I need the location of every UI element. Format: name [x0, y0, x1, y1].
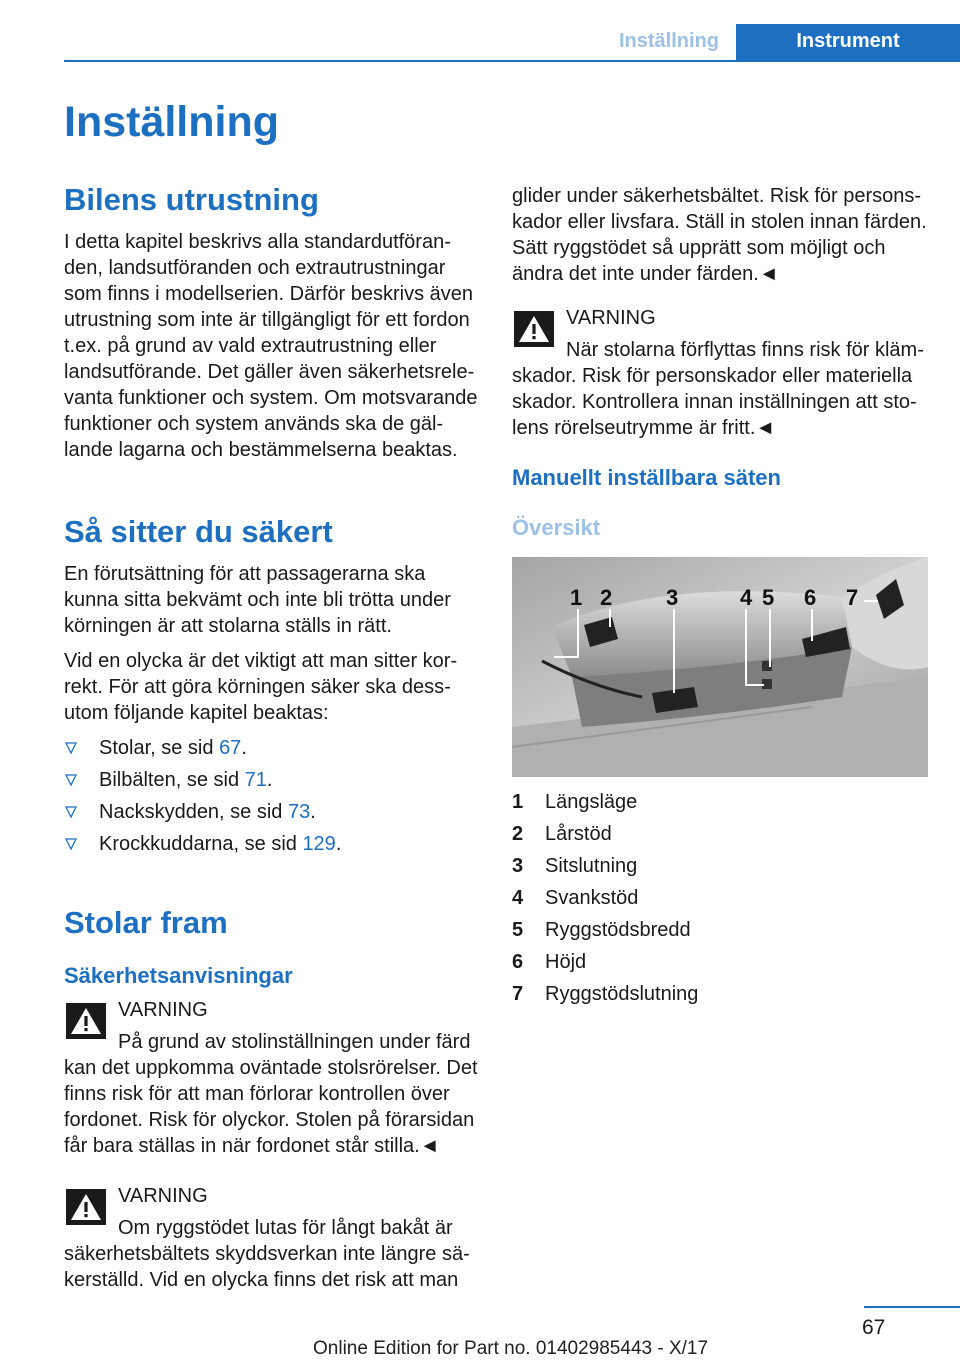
legend-number: 7: [512, 983, 524, 1005]
legend-number: 4: [512, 887, 524, 909]
legend-label: Längsläge: [545, 791, 638, 813]
legend-label: Ryggstödslutning: [545, 983, 699, 1005]
header-rule: [64, 60, 960, 62]
right-column: [512, 183, 930, 1013]
sit-safely-heading: Så sitter du säkert: [64, 514, 333, 549]
callout-7: 7: [846, 585, 859, 610]
list-item-text: Krockkuddarna, se sid: [99, 833, 303, 855]
warning-block: [512, 305, 930, 441]
section-tab[interactable]: Inställning: [619, 29, 719, 52]
page-link[interactable]: 67: [219, 737, 242, 759]
warning-label: VARNING: [566, 307, 656, 329]
warning-block: [64, 1183, 480, 1293]
list-item-text: Stolar, se sid: [99, 737, 220, 759]
list-item-text: Bilbälten, se sid: [99, 769, 245, 791]
warning-triangle-icon: [66, 1003, 106, 1039]
chapter-tab[interactable]: Instrument: [736, 24, 960, 62]
warning-label: VARNING: [118, 1185, 208, 1207]
front-seats-heading: Stolar fram: [64, 905, 228, 940]
legend-row: [512, 885, 930, 917]
page-title: Inställning: [64, 98, 279, 146]
legend-number: 5: [512, 919, 524, 941]
seat-adjustment-figure: [512, 557, 928, 777]
warning-continuation: glider under säkerhetsbältet. Risk för personskador eller livsfara. Ställ in stolen innan färden. Sätt ryggstödet så upprätt som möjligt och ändra det inte under färden.◄: [512, 185, 927, 285]
legend-label: Ryggstödsbredd: [545, 919, 691, 941]
warning-triangle-icon: [514, 311, 554, 347]
list-item-period: .: [241, 737, 247, 759]
list-item: [64, 798, 480, 830]
legend-label: Höjd: [545, 951, 587, 973]
legend-row: [512, 853, 930, 885]
legend-row: [512, 949, 930, 981]
legend-label: Svankstöd: [545, 887, 639, 909]
page-number: 67: [862, 1316, 886, 1339]
callout-6: 6: [804, 585, 817, 610]
overview-heading: Översikt: [512, 515, 601, 540]
callout-legend: [512, 789, 930, 1013]
sit-safely-para1: En förutsättning för att passagerarna ska kunna sitta bekvämt och inte bli trötta under körningen är att stolarna ställs in rätt.: [64, 563, 451, 637]
legend-label: Sitslutning: [545, 855, 638, 877]
legend-row: [512, 981, 930, 1013]
triangle-bullet-icon: [65, 774, 77, 786]
legend-label: Lårstöd: [545, 823, 612, 845]
list-item-period: .: [335, 833, 342, 855]
callout-2: 2: [600, 585, 613, 610]
equipment-body: I detta kapitel beskrivs alla standardutföranden, landsutföranden och extrautrustningar som finns i modellserien. Därför beskrivs även utrustning som inte är tillgängligt för ett fordon t.ex. på grund av vald extrautrustning eller landsutförande. Det gäller även säkerhetsrelevanta funktioner och system. Om motsvarande funktioner och system används ska de gällande lagarna och bestämmelserna beaktas.: [64, 231, 478, 461]
edition-footer: Online Edition for Part no. 01402985443 - X/17: [313, 1338, 709, 1359]
callout-4: 4: [740, 585, 753, 610]
footer-rule: [864, 1306, 960, 1308]
legend-row: [512, 821, 930, 853]
warning-text: På grund av stolinställningen under färd kan det uppkomma oväntade stolsrörelser. Det finns risk för att man förlorar kontrollen över fordonet. Risk för olyckor. Stolen på förarsidan får bara ställas in när fordonet står stilla.◄: [64, 1031, 478, 1157]
list-item-text: Nackskydden, se sid: [99, 801, 288, 823]
list-item-period: .: [310, 801, 316, 823]
legend-number: 3: [512, 855, 524, 877]
legend-row: [512, 789, 930, 821]
callout-1: 1: [570, 585, 583, 610]
manual-seats-heading: Manuellt inställbara säten: [512, 465, 781, 490]
sit-safely-para2: Vid en olycka är det viktigt att man sitter korrekt. För att göra körningen säker ska dessutom följande kapitel beaktas:: [64, 650, 458, 724]
list-item: [64, 830, 480, 862]
list-item: [64, 766, 480, 798]
triangle-bullet-icon: [65, 742, 77, 754]
legend-row: [512, 917, 930, 949]
legend-number: 6: [512, 951, 524, 973]
warning-label: VARNING: [118, 999, 208, 1021]
triangle-bullet-icon: [65, 806, 77, 818]
seat-illustration: [512, 557, 928, 777]
left-column: [64, 180, 480, 1293]
page-link[interactable]: 71: [244, 769, 267, 791]
equipment-heading: Bilens utrustning: [64, 182, 319, 217]
list-item: [64, 734, 480, 766]
chapter-list: [64, 734, 480, 862]
header-tabs: [602, 24, 960, 62]
page-link[interactable]: 73: [287, 801, 311, 823]
warning-triangle-icon: [66, 1189, 106, 1225]
page-link[interactable]: 129: [302, 833, 336, 855]
list-item-period: .: [266, 769, 273, 791]
callout-3: 3: [666, 585, 679, 610]
warning-text: Om ryggstödet lutas för långt bakåt är säkerhetsbältets skyddsverkan inte längre säkerställd. Vid en olycka finns det risk att man: [64, 1217, 470, 1291]
safety-notes-heading: Säkerhetsanvisningar: [64, 963, 293, 988]
triangle-bullet-icon: [65, 838, 77, 850]
callout-5: 5: [762, 585, 775, 610]
warning-block: [64, 997, 480, 1159]
legend-number: 2: [512, 823, 524, 845]
legend-number: 1: [512, 791, 524, 813]
warning-text: När stolarna förflyttas finns risk för klämskador. Risk för personskador eller materiella skador. Kontrollera innan inställningen att stolens rörelseutrymme är fritt.◄: [512, 339, 924, 439]
